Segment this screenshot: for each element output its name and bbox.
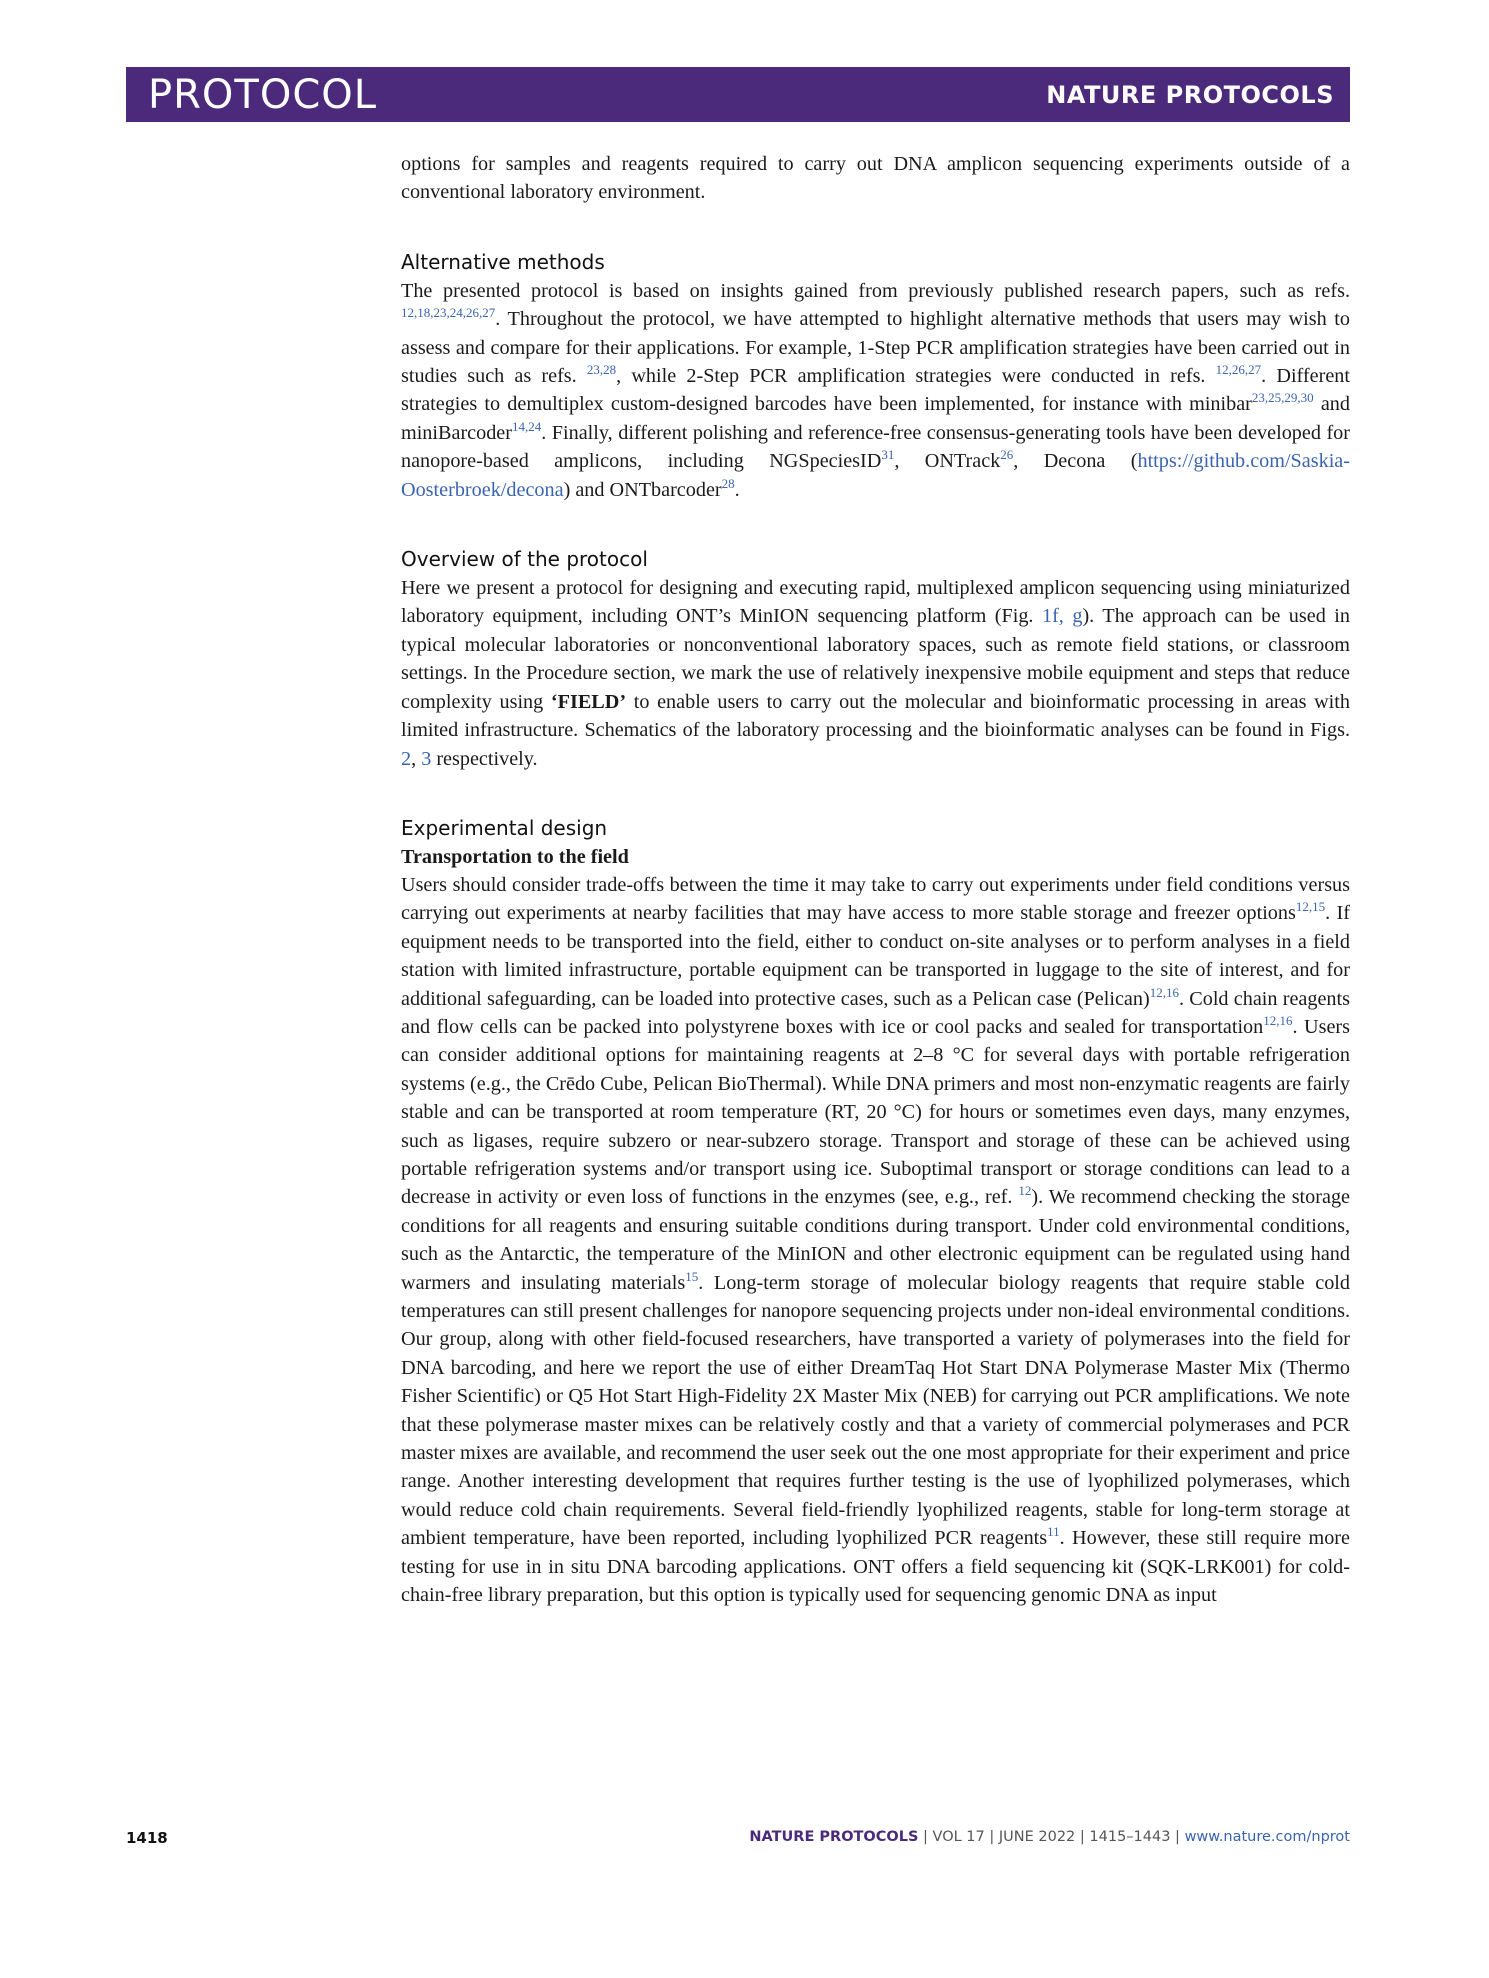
reference-link[interactable]: 26 — [1000, 447, 1014, 463]
reference-link[interactable]: 31 — [881, 447, 895, 463]
text: . — [734, 478, 740, 501]
field-marker: ‘FIELD’ — [550, 690, 627, 713]
text: , — [411, 747, 422, 770]
text: ) and ONTbarcoder — [563, 478, 722, 501]
overview-paragraph — [401, 574, 1350, 773]
text: respectively. — [431, 747, 538, 770]
text: . However, these still require more testing for use in in situ DNA barcoding applications. ONT offers a field sequencing kit (SQK-LRK001) for cold-chain-free library preparation, but this option is typically used for sequencing genomic DNA as input — [401, 1527, 1350, 1607]
section-heading: Experimental design — [401, 815, 608, 840]
reference-link[interactable]: 23,28 — [586, 362, 617, 378]
text: , Decona ( — [1013, 450, 1138, 473]
separator: | — [1170, 1829, 1185, 1845]
journal-name: NATURE PROTOCOLS — [1046, 81, 1334, 109]
intro-paragraph: options for samples and reagents required to carry out DNA amplicon sequencing experiments outside of a conventional laboratory environment. — [401, 153, 1350, 204]
footer-date: JUNE 2022 — [998, 1829, 1076, 1845]
text: The presented protocol is based on insights gained from previously published research papers, such as refs. — [401, 279, 1350, 302]
article-body — [401, 150, 1350, 1609]
separator: | — [984, 1829, 999, 1845]
text: . If equipment needs to be transported into the field, either to conduct on-site analyses or to perform analyses in a field station with limited infrastructure, portable equipment can be transported in luggage to the site of interest, and for additional safeguarding, can be loaded into protective cases, such as a Pelican case (Pelican) — [401, 902, 1350, 1010]
reference-link[interactable]: 28 — [721, 475, 735, 491]
text: . Throughout the protocol, we have attempted to highlight alternative methods that users may wish to assess and compare for their applications. For example, 1-Step PCR amplification strategies have been carried out in studies such as refs. — [401, 308, 1350, 388]
footer-volume: VOL 17 — [932, 1829, 985, 1845]
text: , while 2-Step PCR amplification strategies were conducted in refs. — [616, 365, 1216, 388]
text: and miniBarcoder — [401, 393, 1350, 444]
reference-link[interactable]: 12,18,23,24,26,27 — [401, 305, 496, 321]
journal-url-link[interactable]: www.nature.com/nprot — [1184, 1829, 1350, 1845]
figure-link[interactable]: 1f, g — [1041, 605, 1083, 628]
text: ). The approach can be used in typical molecular laboratories or nonconventional laboratory spaces, such as remote field stations, or classroom settings. In the Procedure section, we mark the use of relatively inexpensive mobile equipment and steps that reduce complexity using — [401, 605, 1350, 713]
reference-link[interactable]: 23,25,29,30 — [1251, 390, 1314, 406]
figure-link[interactable]: 2 — [401, 747, 412, 770]
alternative-methods-paragraph — [401, 277, 1350, 504]
reference-link[interactable]: 11 — [1047, 1524, 1060, 1540]
subsection-heading: Transportation to the field — [401, 845, 629, 868]
citation-line — [749, 1829, 1350, 1845]
reference-link[interactable]: 12 — [1018, 1183, 1032, 1199]
footer-pages: 1415–1443 — [1089, 1829, 1171, 1845]
text: . Different strategies to demultiplex custom-designed barcodes have been implemented, for instance with minibar — [401, 365, 1350, 416]
reference-link[interactable]: 12,16 — [1149, 984, 1179, 1000]
page-number: 1418 — [126, 1829, 168, 1847]
text: , ONTrack — [894, 450, 1001, 473]
section-heading: Overview of the protocol — [401, 547, 648, 572]
figure-link[interactable]: 3 — [421, 747, 432, 770]
text: to enable users to carry out the molecular and bioinformatic processing in areas with limited infrastructure. Schematics of the laboratory processing and the bioinformatic analyses can be found in Figs. — [401, 690, 1350, 742]
separator: | — [1075, 1829, 1090, 1845]
page-header — [126, 67, 1350, 122]
section-heading: Alternative methods — [401, 249, 605, 274]
reference-link[interactable]: 12,15 — [1295, 899, 1326, 915]
reference-link[interactable]: 14,24 — [512, 418, 542, 434]
transportation-paragraph — [401, 871, 1350, 1610]
footer-journal: NATURE PROTOCOLS — [749, 1829, 919, 1845]
separator: | — [918, 1829, 933, 1845]
text: . Cold chain reagents and flow cells can be packed into polystyrene boxes with ice or cool packs and sealed for transportation — [401, 987, 1350, 1038]
page-footer — [126, 1829, 1350, 1853]
overview-section — [401, 544, 1350, 773]
text: . Finally, different polishing and reference-free consensus-generating tools have been developed for nanopore-based amplicons, including NGSpeciesID — [401, 421, 1350, 473]
reference-link[interactable]: 12,26,27 — [1215, 362, 1262, 378]
text: ). We recommend checking the storage conditions for all reagents and ensuring suitable conditions during transport. Under cold environmental conditions, such as the Antarctic, the temperature of the MinION and other electronic equipment can be regulated using hand warmers and insulating materials — [401, 1186, 1350, 1294]
section-label: PROTOCOL — [148, 72, 378, 118]
reference-link[interactable]: 12,16 — [1263, 1012, 1293, 1028]
experimental-design-section — [401, 813, 1350, 1610]
alternative-methods-section — [401, 247, 1350, 504]
github-link[interactable]: https://github.com/Saskia-Oosterbroek/decona — [401, 450, 1350, 501]
text: Users should consider trade-offs between the time it may take to carry out experiments under field conditions versus carrying out experiments at nearby facilities that may have access to more stable storage and freezer options — [401, 873, 1350, 925]
text: . Long-term storage of molecular biology reagents that require stable cold temperatures can still present challenges for nanopore sequencing projects under non-ideal environmental conditions. Our group, along with other field-focused researchers, have transported a variety of polymerases into the field for DNA barcoding, and here we report the use of either DreamTaq Hot Start DNA Polymerase Master Mix (Thermo Fisher Scientific) or Q5 Hot Start High-Fidelity 2X Master Mix (NEB) for carrying out PCR amplifications. We note that these polymerase master mixes can be relatively costly and that a variety of commercial polymerases and PCR master mixes are available, and recommend the user seek out the one most appropriate for their experiment and price range. Another interesting development that requires further testing is the use of lyophilized polymerases, which would reduce cold chain requirements. Several field-friendly lyophilized reagents, stable for long-term storage at ambient temperature, have been reported, including lyophilized PCR reagents — [401, 1271, 1350, 1550]
text: Here we present a protocol for designing and executing rapid, multiplexed amplicon sequencing using miniaturized laboratory equipment, including ONT’s MinION sequencing platform (Fig. — [401, 577, 1350, 628]
text: . Users can consider additional options for maintaining reagents at 2–8 °C for several days with portable refrigeration systems (e.g., the Crēdo Cube, Pelican BioThermal). While DNA primers and most non-enzymatic reagents are fairly stable and can be transported at room temperature (RT, 20 °C) for hours or sometimes even days, many enzymes, such as ligases, require subzero or near-subzero storage. Transport and storage of these can be achieved using portable refrigeration systems and/or transport using ice. Suboptimal transport or storage conditions can lead to a decrease in activity or even loss of functions in the enzymes (see, e.g., ref. — [401, 1015, 1350, 1209]
reference-link[interactable]: 15 — [685, 1268, 699, 1284]
